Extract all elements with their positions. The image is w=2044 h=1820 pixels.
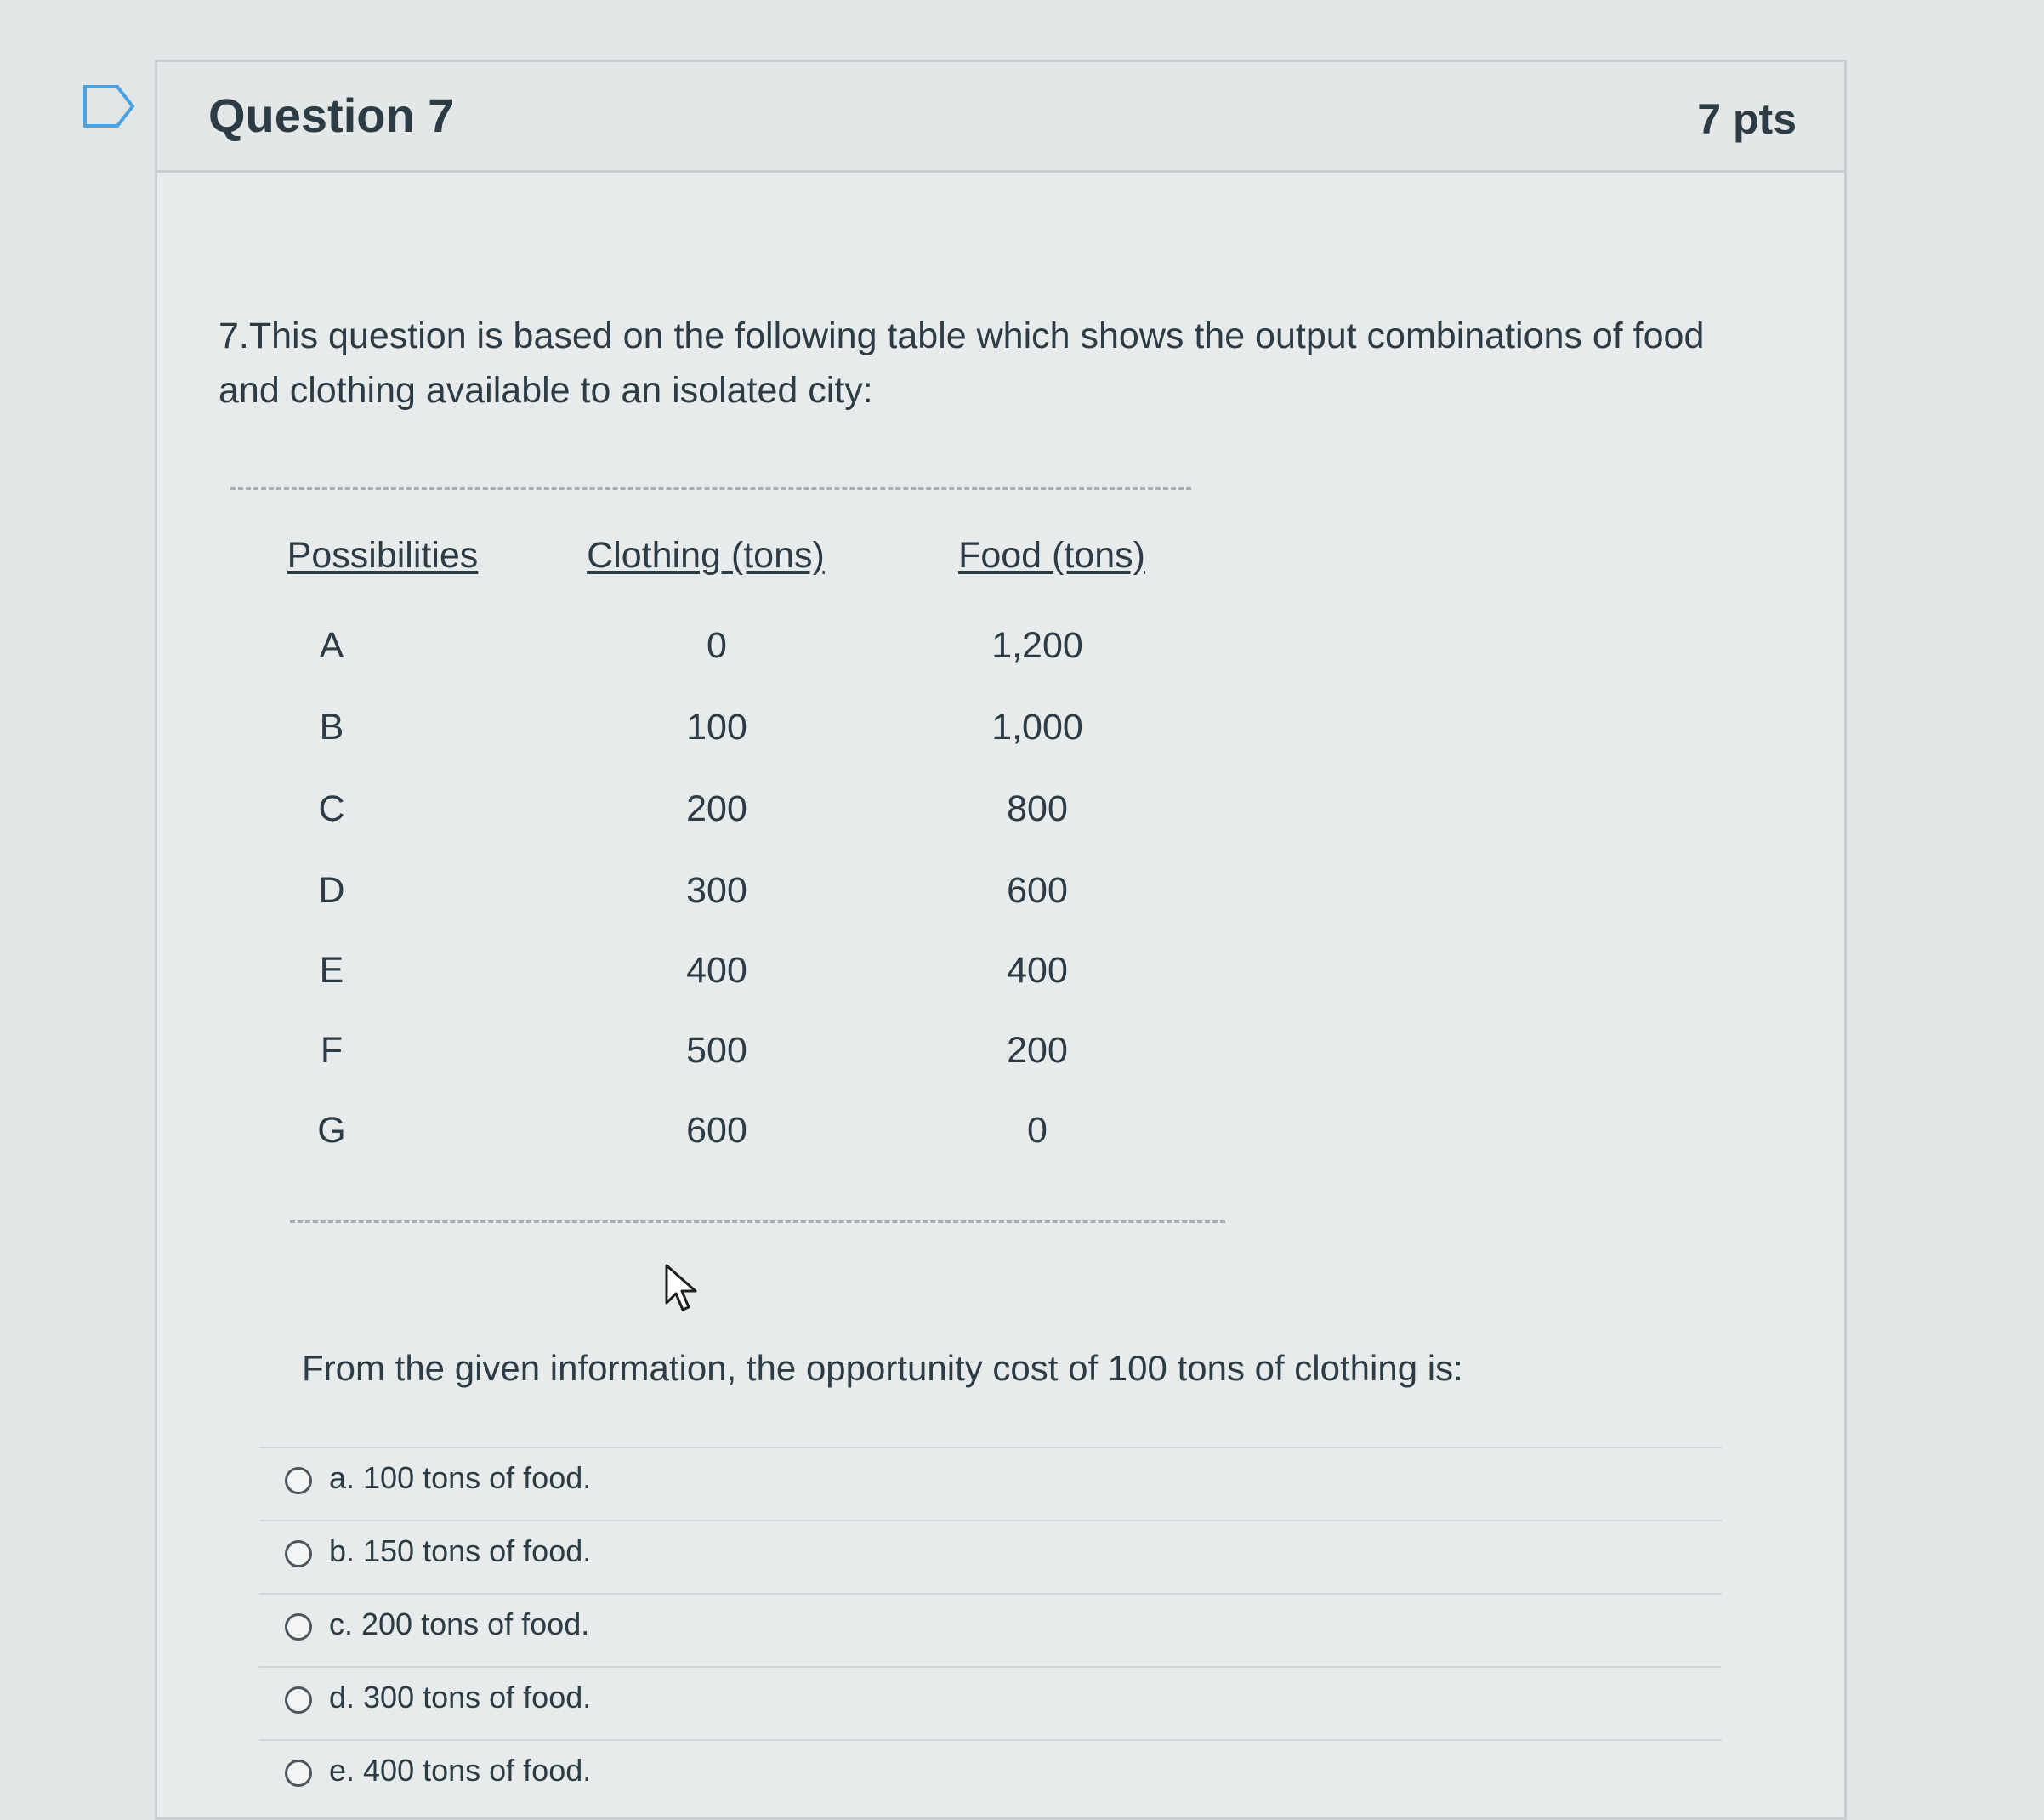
table-cell-food: 1,000	[991, 707, 1083, 748]
table-top-rule	[230, 487, 1191, 490]
table-cell-food: 1,200	[991, 625, 1083, 666]
table-cell-clothing: 100	[686, 707, 747, 748]
table-cell-clothing: 300	[686, 870, 747, 911]
question-body	[157, 173, 1844, 1817]
radio-icon[interactable]	[285, 1613, 312, 1641]
bookmark-shape	[83, 85, 136, 128]
table-cell-possibility: C	[318, 788, 345, 829]
question-points: 7 pts	[1697, 95, 1797, 143]
answer-option-label: b. 150 tons of food.	[329, 1533, 592, 1568]
radio-icon[interactable]	[285, 1760, 312, 1787]
mouse-pointer-shape	[665, 1264, 699, 1315]
table-cell-possibility: B	[319, 707, 344, 748]
answer-option-b[interactable]	[259, 1520, 1722, 1591]
answer-option-label: e. 400 tons of food.	[329, 1753, 592, 1788]
table-cell-clothing: 0	[707, 625, 727, 666]
table-cell-food: 800	[1007, 788, 1068, 829]
table-cell-possibility: F	[320, 1030, 344, 1071]
table-header-possibilities: Possibilities	[287, 535, 479, 576]
answer-option-label: a. 100 tons of food.	[329, 1460, 592, 1495]
question-card	[155, 60, 1847, 1820]
table-cell-possibility: D	[318, 870, 345, 911]
radio-icon[interactable]	[285, 1467, 312, 1494]
question-header	[157, 62, 1844, 173]
table-header-food: Food (tons)	[958, 535, 1145, 576]
table-cell-clothing: 500	[686, 1030, 747, 1071]
answer-option-label: d. 300 tons of food.	[329, 1680, 592, 1715]
question-prompt: From the given information, the opportunity cost of 100 tons of clothing is:	[302, 1348, 1463, 1388]
radio-icon[interactable]	[285, 1540, 312, 1567]
table-cell-food: 0	[1027, 1110, 1048, 1151]
table-cell-possibility: E	[319, 950, 344, 991]
answer-option-e[interactable]	[259, 1739, 1722, 1811]
table-cell-food: 600	[1007, 870, 1068, 911]
table-cell-food: 400	[1007, 950, 1068, 991]
table-header-clothing: Clothing (tons)	[587, 535, 825, 576]
answer-option-c[interactable]	[259, 1593, 1722, 1664]
answer-option-label: c. 200 tons of food.	[329, 1607, 590, 1641]
table-cell-clothing: 600	[686, 1110, 747, 1151]
table-cell-possibility: A	[319, 625, 344, 666]
answer-option-a[interactable]	[259, 1447, 1722, 1518]
mouse-pointer-icon	[665, 1264, 699, 1315]
answer-option-d[interactable]	[259, 1666, 1722, 1738]
table-bottom-rule	[290, 1220, 1225, 1223]
question-intro: 7.This question is based on the following table which shows the output combinations of food and clothing available to an isolated city:	[219, 316, 1705, 411]
table-cell-food: 200	[1007, 1030, 1068, 1071]
table-cell-clothing: 200	[686, 788, 747, 829]
table-cell-possibility: G	[317, 1110, 346, 1151]
radio-icon[interactable]	[285, 1686, 312, 1714]
bookmark-icon[interactable]	[83, 85, 136, 128]
table-cell-clothing: 400	[686, 950, 747, 991]
question-title: Question 7	[208, 88, 455, 142]
